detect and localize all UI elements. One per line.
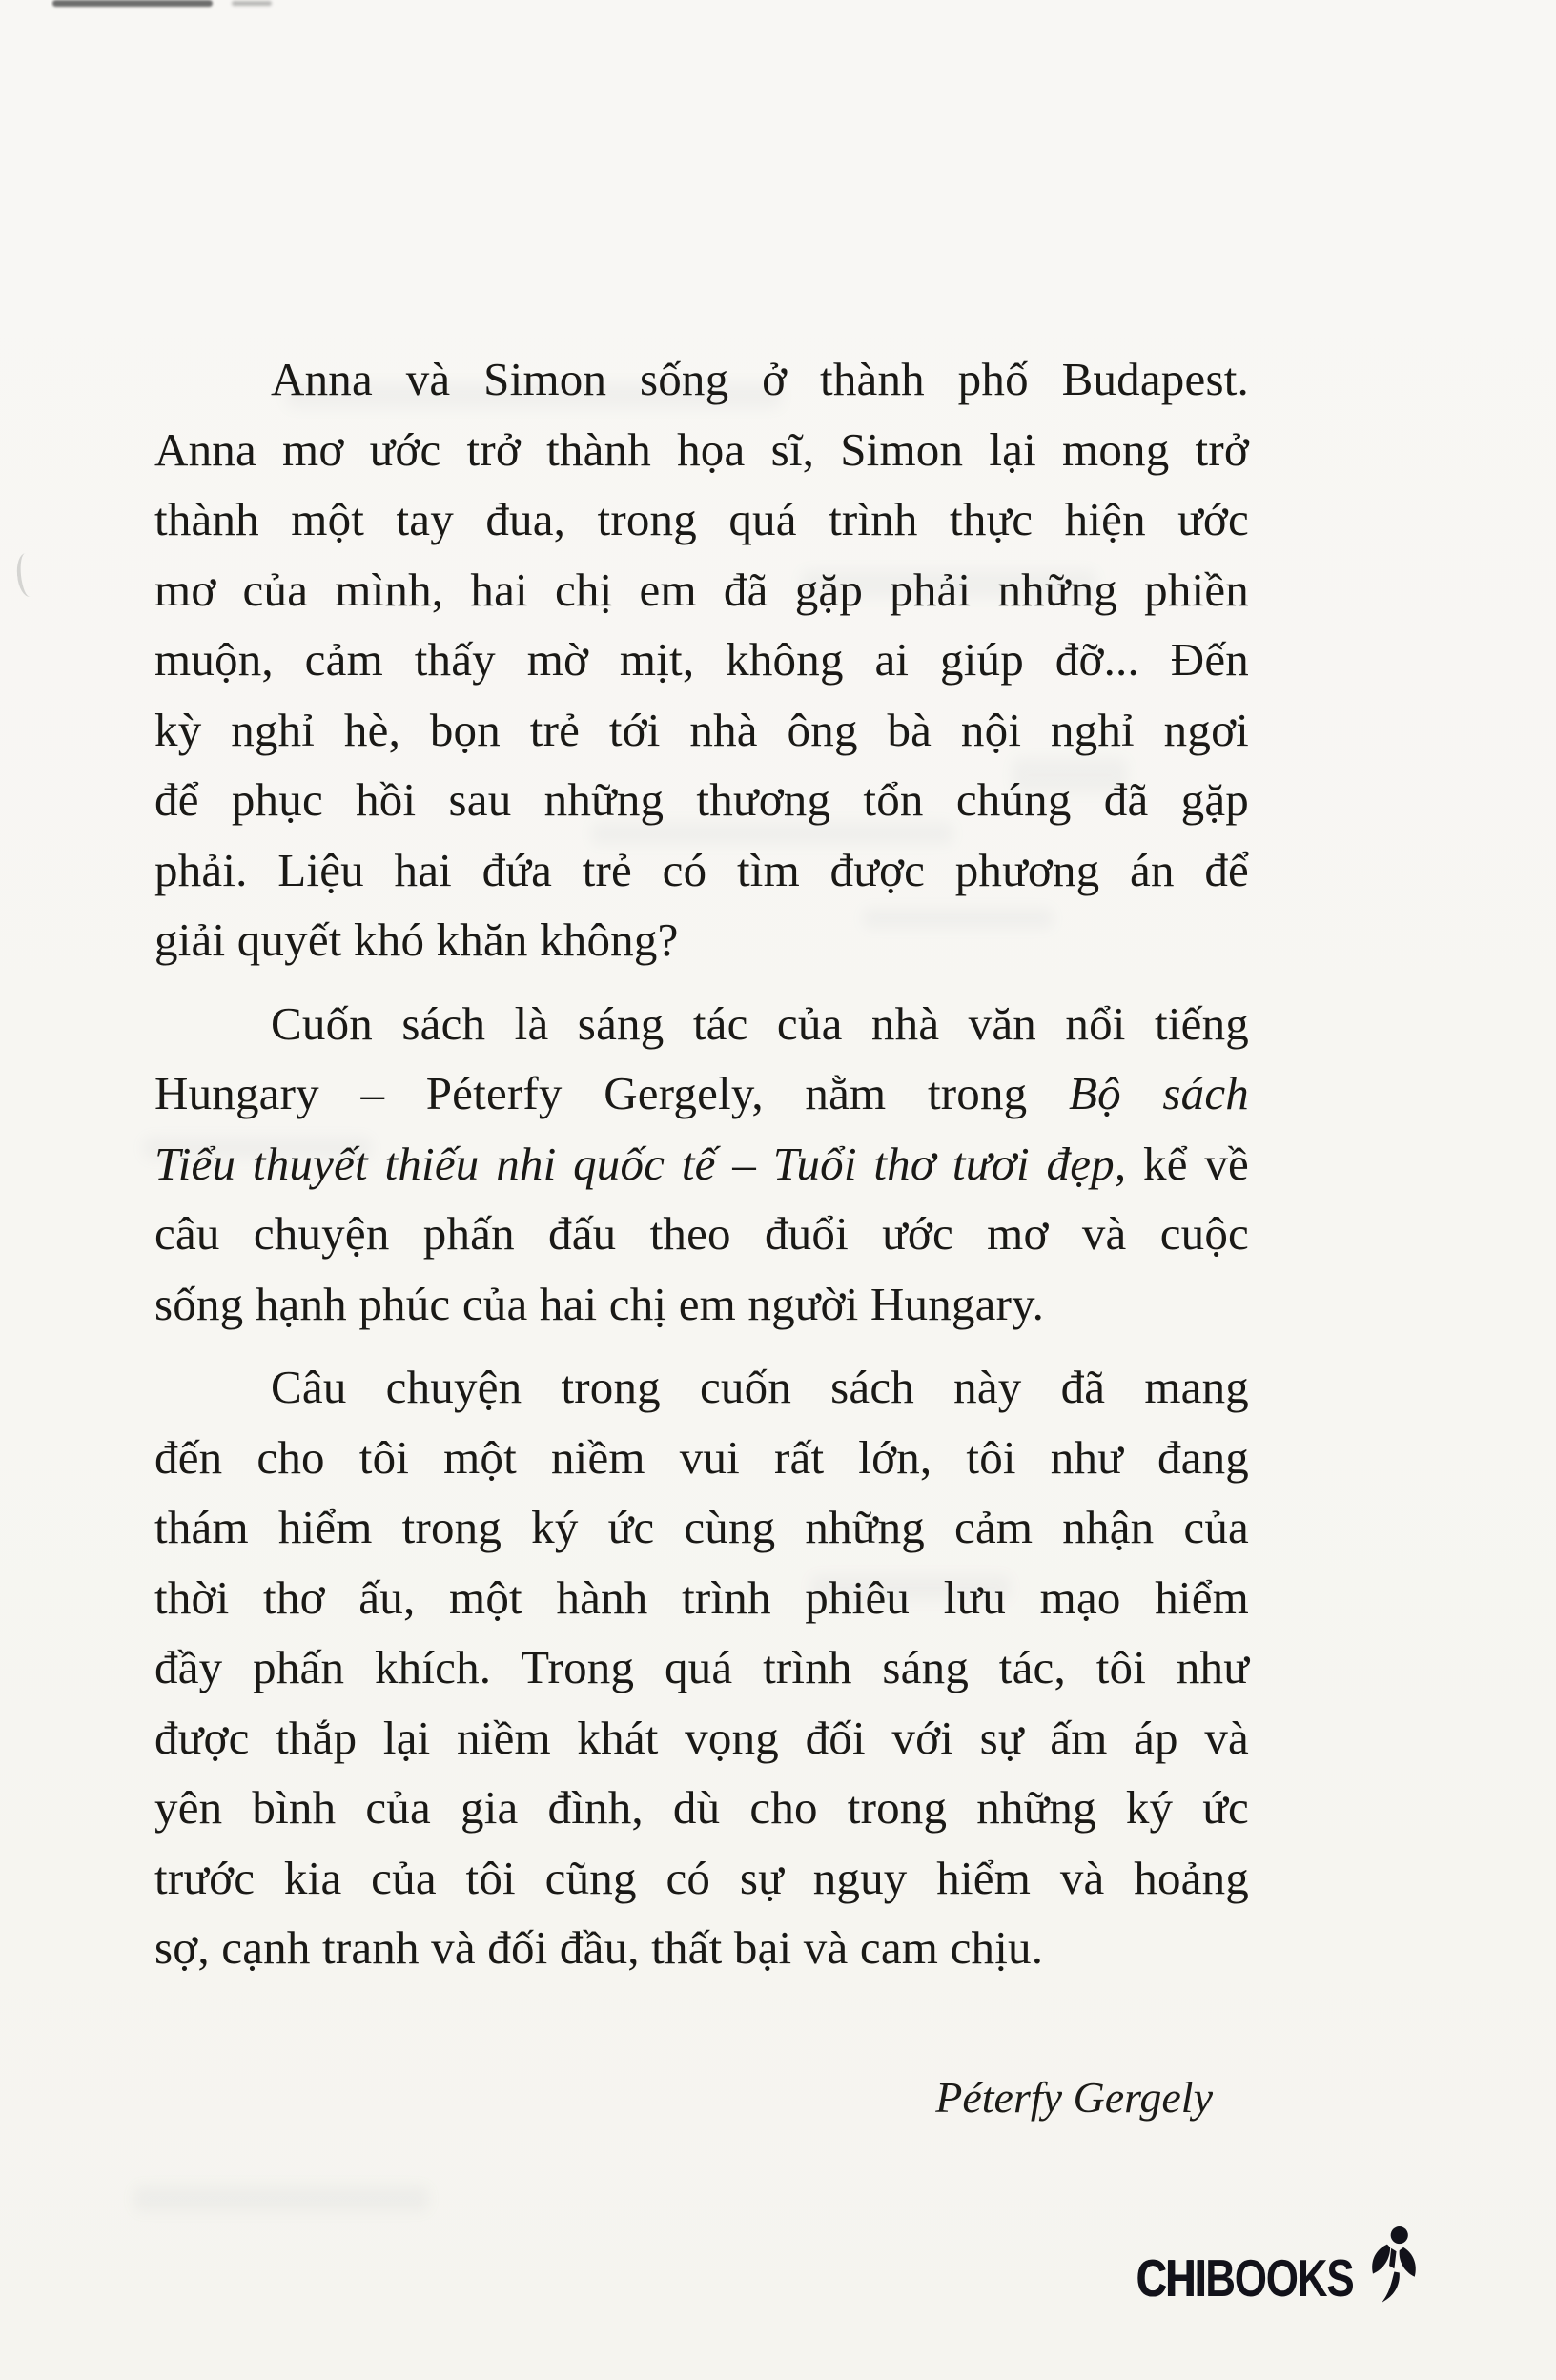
text-line bbox=[154, 1632, 1249, 1703]
text-line bbox=[154, 1773, 1249, 1843]
text-run: câu chuyện phấn đấu theo đuổi ước mơ và cuộc bbox=[154, 1207, 1249, 1260]
text-line bbox=[154, 1843, 1249, 1914]
text-line bbox=[154, 625, 1249, 695]
text-line bbox=[154, 1913, 1249, 1983]
text-run: giải quyết khó khăn không? bbox=[154, 913, 679, 966]
text-line bbox=[154, 1423, 1249, 1493]
text-run: Anna và Simon sống ở thành phố Budapest. bbox=[271, 353, 1249, 405]
paragraph bbox=[154, 989, 1249, 1340]
text-run: thành một tay đua, trong quá trình thực hiện ước bbox=[154, 493, 1249, 545]
chibooks-reader-figure-icon bbox=[1358, 2224, 1419, 2306]
text-line bbox=[154, 555, 1249, 626]
text-run: đến cho tôi một niềm vui rất lớn, tôi như đang bbox=[154, 1430, 1249, 1484]
text-run: được thắp lại niềm khát vọng đối với sự ấm áp và bbox=[154, 1711, 1249, 1764]
paragraph bbox=[154, 1352, 1249, 1983]
italic-text-run: Bộ sách bbox=[1068, 1067, 1250, 1119]
text-run: trước kia của tôi cũng có sự nguy hiểm và hoảng bbox=[154, 1851, 1249, 1904]
scan-artifact-margin-mark bbox=[15, 552, 41, 598]
text-run: đầy phấn khích. Trong quá trình sáng tác, tôi như bbox=[154, 1641, 1249, 1693]
text-line bbox=[154, 1269, 1249, 1340]
text-run: Hungary – Péterfy Gergely, nằm trong bbox=[154, 1067, 1069, 1119]
author-name: Péterfy Gergely bbox=[935, 2073, 1213, 2122]
text-run: Anna mơ ước trở thành họa sĩ, Simon lại mong trở bbox=[154, 422, 1249, 476]
text-line bbox=[154, 695, 1249, 766]
text-run: thám hiểm trong ký ức cùng những cảm nhận của bbox=[154, 1501, 1249, 1553]
text-run: sống hạnh phúc của hai chị em người Hungary. bbox=[154, 1277, 1045, 1330]
text-run: sợ, cạnh tranh và đối đầu, thất bại và cam chịu. bbox=[154, 1921, 1044, 1974]
text-line bbox=[154, 765, 1249, 835]
scan-artifact-top-streak bbox=[52, 0, 213, 7]
text-line bbox=[154, 1563, 1249, 1633]
logo-part-bold: CHI bbox=[1136, 2248, 1206, 2308]
text-run: mơ của mình, hai chị em đã gặp phải những phiền bbox=[154, 563, 1249, 616]
logo-part-rest: BOOKS bbox=[1205, 2248, 1354, 2308]
text-line bbox=[154, 1352, 1249, 1423]
body-text bbox=[154, 344, 1249, 1983]
author-signature bbox=[154, 2071, 1213, 2124]
publisher-logo-text bbox=[1136, 2248, 1354, 2308]
text-line bbox=[154, 484, 1249, 555]
paragraph bbox=[154, 344, 1249, 975]
text-line bbox=[154, 415, 1249, 485]
text-run: thời thơ ấu, một hành trình phiêu lưu mạo hiểm bbox=[154, 1570, 1249, 1624]
text-line bbox=[154, 835, 1249, 906]
text-line bbox=[154, 1492, 1249, 1563]
text-line bbox=[154, 344, 1249, 415]
text-run: yên bình của gia đình, dù cho trong những ký ức bbox=[154, 1781, 1249, 1834]
text-run: kể về bbox=[1126, 1137, 1249, 1190]
text-run: muộn, cảm thấy mờ mịt, không ai giúp đỡ... Đến bbox=[154, 633, 1249, 686]
scan-artifact-showthrough bbox=[133, 2185, 429, 2212]
text-line bbox=[154, 1058, 1249, 1129]
text-line bbox=[154, 1129, 1249, 1200]
text-run: để phục hồi sau những thương tổn chúng đã gặp bbox=[154, 773, 1249, 826]
text-line bbox=[154, 989, 1249, 1059]
text-run: kỳ nghỉ hè, bọn trẻ tới nhà ông bà nội nghỉ ngơi bbox=[154, 703, 1249, 756]
text-run: Cuốn sách là sáng tác của nhà văn nổi tiếng bbox=[271, 996, 1249, 1050]
text-line bbox=[154, 905, 1249, 975]
text-run: Câu chuyện trong cuốn sách này đã mang bbox=[271, 1361, 1249, 1413]
italic-text-run: Tiểu thuyết thiếu nhi quốc tế – Tuổi thơ tươi đẹp, bbox=[154, 1137, 1127, 1190]
scan-artifact-top-streak-2 bbox=[232, 1, 272, 6]
publisher-logo bbox=[1136, 2224, 1419, 2306]
text-line bbox=[154, 1199, 1249, 1269]
text-run: phải. Liệu hai đứa trẻ có tìm được phương án để bbox=[154, 843, 1249, 896]
text-line bbox=[154, 1703, 1249, 1774]
